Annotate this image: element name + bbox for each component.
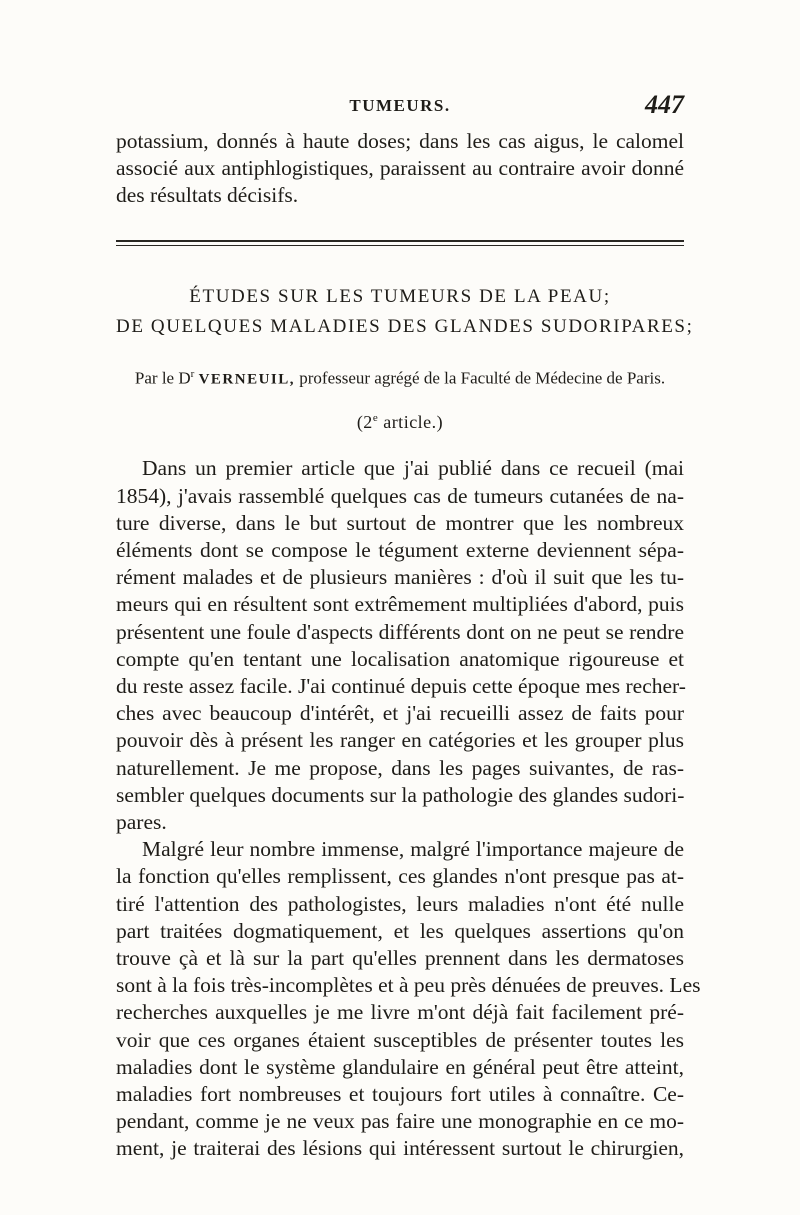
- byline-prefix: Par le D: [134, 368, 191, 388]
- paragraph-1-line: pouvoir dès à présent les ranger en catégories et les grouper plus: [116, 728, 684, 752]
- running-title: TUMEURS.: [349, 96, 451, 115]
- paragraph-1-line: Dans un premier article que j'ai publié dans ce recueil (mai: [142, 456, 684, 480]
- paragraph-2-line: ment, je traiterai des lésions qui intéressent surtout le chirurgien,: [116, 1136, 684, 1160]
- running-head: [116, 90, 684, 124]
- paragraph-2-line: part traitées dogmatiquement, et les quelques assertions qu'on: [116, 919, 684, 943]
- note-sup: e: [372, 412, 379, 424]
- paragraph-1-line: ture diverse, dans le but surtout de montrer que les nombreux: [116, 511, 684, 535]
- paragraph-2-line: recherches auxquelles je me livre m'ont déjà fait facilement pré-: [116, 1000, 684, 1024]
- paragraph-1-line: éléments dont se compose le tégument externe deviennent sépa-: [116, 538, 684, 562]
- section-rule-thin: [116, 245, 684, 246]
- paragraph-2-line: maladies dont le système glandulaire en général peut être atteint,: [116, 1055, 684, 1079]
- intro-line: associé aux antiphlogistiques, paraissent au contraire avoir donné: [116, 156, 684, 180]
- paragraph-1-line: 1854), j'avais rassemblé quelques cas de tumeurs cutanées de na-: [116, 484, 684, 508]
- paragraph-1-line: rément malades et de plusieurs manières : d'où il suit que les tu-: [116, 565, 684, 589]
- page-number: 447: [645, 90, 684, 119]
- paragraph-1-line: sembler quelques documents sur la pathologie des glandes sudori-: [116, 783, 685, 807]
- paragraph-1-line: présentent une foule d'aspects différents dont on ne peut se rendre: [116, 620, 684, 644]
- paragraph-1-line: du reste assez facile. J'ai continué depuis cette époque mes recher-: [116, 674, 686, 698]
- note-open: (2: [356, 412, 373, 432]
- byline-sup: r: [190, 368, 195, 380]
- intro-line: potassium, donnés à haute doses; dans les cas aigus, le calomel: [116, 129, 684, 153]
- paragraph-2-line: maladies fort nombreuses et toujours fort utiles à connaître. Ce-: [116, 1082, 684, 1106]
- intro-line: des résultats décisifs.: [116, 183, 299, 207]
- paragraph-2-line: trouve çà et là sur la part qu'elles prennent dans les dermatoses: [116, 946, 684, 970]
- paragraph-2-line: pendant, comme je ne veux pas faire une monographie en ce mo-: [116, 1109, 684, 1133]
- paragraph-1-line: ches avec beaucoup d'intérêt, et j'ai recueilli assez de faits pour: [116, 701, 684, 725]
- paragraph-1-line: compte qu'en tentant une localisation anatomique rigoureuse et: [116, 647, 684, 671]
- paragraph-2-line: sont à la fois très-incomplètes et à peu près dénuées de preuves. Les: [116, 973, 701, 997]
- byline: [116, 368, 684, 389]
- paragraph-2-line: Malgré leur nombre immense, malgré l'importance majeure de: [142, 837, 684, 861]
- author-name: VERNEUIL,: [198, 371, 295, 388]
- note-close: article.): [378, 412, 444, 432]
- paragraph-1-line: meurs qui en résultent sont extrêmement multipliées d'abord, puis: [116, 592, 684, 616]
- section-rule-thick: [116, 240, 684, 242]
- paragraph-2-line: voir que ces organes étaient susceptibles de présenter toutes les: [116, 1028, 684, 1052]
- byline-suffix: professeur agrégé de la Faculté de Médecine de Paris.: [295, 368, 666, 388]
- paragraph-1-line: naturellement. Je me propose, dans les pages suivantes, de ras-: [116, 756, 684, 780]
- paragraph-2-line: tiré l'attention des pathologistes, leurs maladies n'ont été nulle: [116, 892, 684, 916]
- paragraph-1-line: pares.: [116, 810, 167, 834]
- article-title-line-2: DE QUELQUES MALADIES DES GLANDES SUDORIPARES;: [116, 316, 694, 337]
- paragraph-2-line: la fonction qu'elles remplissent, ces glandes n'ont presque pas at-: [116, 864, 684, 888]
- article-number-note: [116, 412, 684, 433]
- article-title-line-1: ÉTUDES SUR LES TUMEURS DE LA PEAU;: [189, 286, 611, 307]
